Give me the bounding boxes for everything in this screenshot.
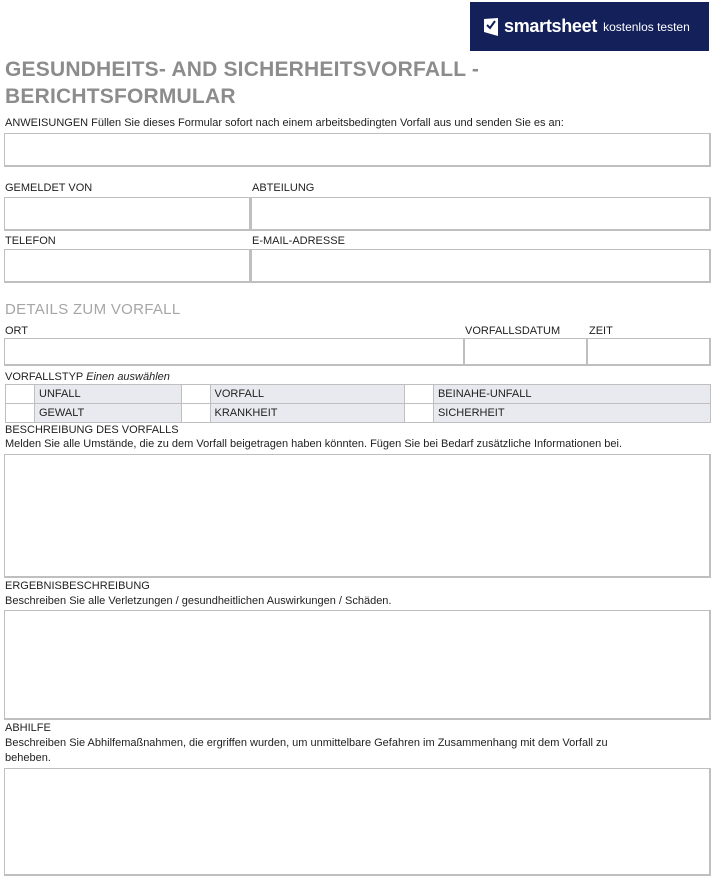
location-label: ORT bbox=[5, 325, 29, 337]
email-field[interactable] bbox=[251, 249, 711, 283]
reported-by-label: GEMELDET VON bbox=[5, 182, 93, 194]
phone-field[interactable] bbox=[4, 249, 251, 283]
checkbox-incident[interactable] bbox=[181, 385, 210, 404]
brand-name: smartsheet bbox=[504, 16, 598, 36]
page-title: GESUNDHEITS- AND SICHERHEITSVORFALL - BERICHTSFORMULAR bbox=[5, 58, 480, 108]
department-field[interactable] bbox=[251, 197, 711, 231]
instructions-field[interactable] bbox=[4, 133, 711, 167]
outcome-hint: Beschreiben Sie alle Verletzungen / gesundheitlichen Auswirkungen / Schäden. bbox=[5, 595, 392, 607]
option-illness[interactable]: KRANKHEIT bbox=[210, 404, 404, 423]
incident-date-field[interactable] bbox=[464, 338, 588, 366]
description-hint: Melden Sie alle Umstände, die zu dem Vorfall beigetragen haben könnten. Fügen Sie bei Bedarf zusätzliche Informationen bei. bbox=[5, 438, 622, 450]
option-safety[interactable]: SICHERHEIT bbox=[433, 404, 710, 423]
instructions-label: ANWEISUNGEN Füllen Sie dieses Formular sofort nach einem arbeitsbedingten Vorfall aus und senden Sie es an: bbox=[5, 117, 564, 129]
incident-type-table bbox=[5, 384, 711, 423]
outcome-field[interactable] bbox=[4, 610, 711, 720]
reported-by-field[interactable] bbox=[4, 197, 251, 231]
option-accident[interactable]: UNFALL bbox=[35, 385, 182, 404]
remedy-field[interactable] bbox=[4, 768, 711, 876]
incident-type-label bbox=[5, 371, 170, 384]
free-trial-link[interactable]: kostenlos testen bbox=[603, 19, 690, 34]
checkbox-illness[interactable] bbox=[181, 404, 210, 423]
remedy-hint-line2: beheben. bbox=[5, 752, 51, 764]
location-field[interactable] bbox=[4, 338, 465, 366]
description-field[interactable] bbox=[4, 454, 711, 578]
checkbox-violence[interactable] bbox=[6, 404, 35, 423]
email-label: E-MAIL-ADRESSE bbox=[252, 235, 345, 247]
incident-type-hint: Einen auswählen bbox=[86, 371, 170, 383]
outcome-label: ERGEBNISBESCHREIBUNG bbox=[5, 580, 150, 592]
department-label: ABTEILUNG bbox=[252, 182, 315, 194]
remedy-hint-line1: Beschreiben Sie Abhilfemaßnahmen, die ergriffen wurden, um unmittelbare Gefahren im Zusammenhang mit dem Vorfall zu bbox=[5, 737, 608, 749]
incident-type-title: VORFALLSTYP bbox=[5, 371, 84, 383]
option-incident[interactable]: VORFALL bbox=[210, 385, 404, 404]
details-heading: DETAILS ZUM VORFALL bbox=[5, 301, 181, 318]
option-violence[interactable]: GEWALT bbox=[35, 404, 182, 423]
incident-date-label: VORFALLSDATUM bbox=[465, 325, 561, 337]
smartsheet-banner[interactable] bbox=[470, 2, 709, 51]
description-label: BESCHREIBUNG DES VORFALLS bbox=[5, 424, 179, 436]
time-label: ZEIT bbox=[589, 325, 613, 337]
smartsheet-logo-icon bbox=[484, 18, 498, 36]
checkbox-accident[interactable] bbox=[6, 385, 35, 404]
remedy-label: ABHILFE bbox=[5, 722, 51, 734]
time-field[interactable] bbox=[587, 338, 711, 366]
phone-label: TELEFON bbox=[5, 235, 56, 247]
checkbox-safety[interactable] bbox=[404, 404, 433, 423]
checkbox-near-miss[interactable] bbox=[404, 385, 433, 404]
option-near-miss[interactable]: BEINAHE-UNFALL bbox=[433, 385, 710, 404]
